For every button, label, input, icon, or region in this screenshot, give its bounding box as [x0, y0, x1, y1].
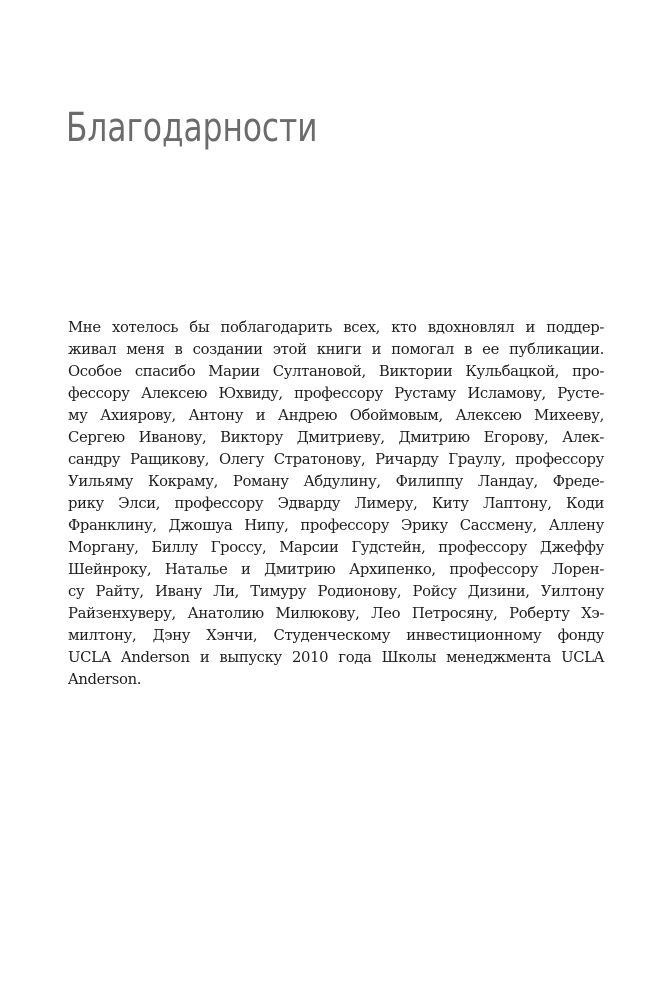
acknowledgements-paragraph — [68, 317, 604, 691]
text-line: Уильяму Кокраму, Роману Абдулину, Филиппу Ландау, Фреде- — [68, 473, 604, 490]
text-line: живал меня в создании этой книги и помогал в ее публикации. — [68, 341, 604, 358]
text-line: Сергею Иванову, Виктору Дмитриеву, Дмитрию Егорову, Алек- — [68, 429, 604, 446]
text-line: UCLA Anderson и выпуску 2010 года Школы менеджмента UCLA — [68, 649, 604, 666]
text-line: Моргану, Биллу Гроссу, Марсии Гудстейн, профессору Джеффу — [68, 539, 604, 556]
text-line: милтону, Дэну Хэнчи, Студенческому инвестиционному фонду — [68, 627, 604, 644]
text-line: рику Элси, профессору Эдварду Лимеру, Киту Лаптону, Коди — [68, 495, 604, 512]
text-line: Мне хотелось бы поблагодарить всех, кто вдохновлял и поддер- — [68, 319, 604, 336]
text-line: Шейнроку, Наталье и Дмитрию Архипенко, профессору Лорен- — [68, 561, 604, 578]
text-line: Франклину, Джошуа Нипу, профессору Эрику Сассмену, Аллену — [68, 517, 604, 534]
text-line: Райзенхуверу, Анатолию Милюкову, Лео Петросяну, Роберту Хэ- — [68, 605, 604, 622]
chapter-title: Благодарности — [66, 105, 318, 151]
text-line: сандру Ращикову, Олегу Стратонову, Ричарду Граулу, профессору — [68, 451, 604, 468]
text-line: фессору Алексею Юхвиду, профессору Рустаму Исламову, Русте- — [68, 385, 604, 402]
text-line-last: Anderson. — [68, 671, 142, 688]
text-line: му Ахиярову, Антону и Андрею Обоймовым, Алексею Михееву, — [68, 407, 604, 424]
text-line: Особое спасибо Марии Султановой, Виктории Кульбацкой, про- — [68, 363, 604, 380]
text-line: су Райту, Ивану Ли, Тимуру Родионову, Ройсу Дизини, Уилтону — [68, 583, 604, 600]
